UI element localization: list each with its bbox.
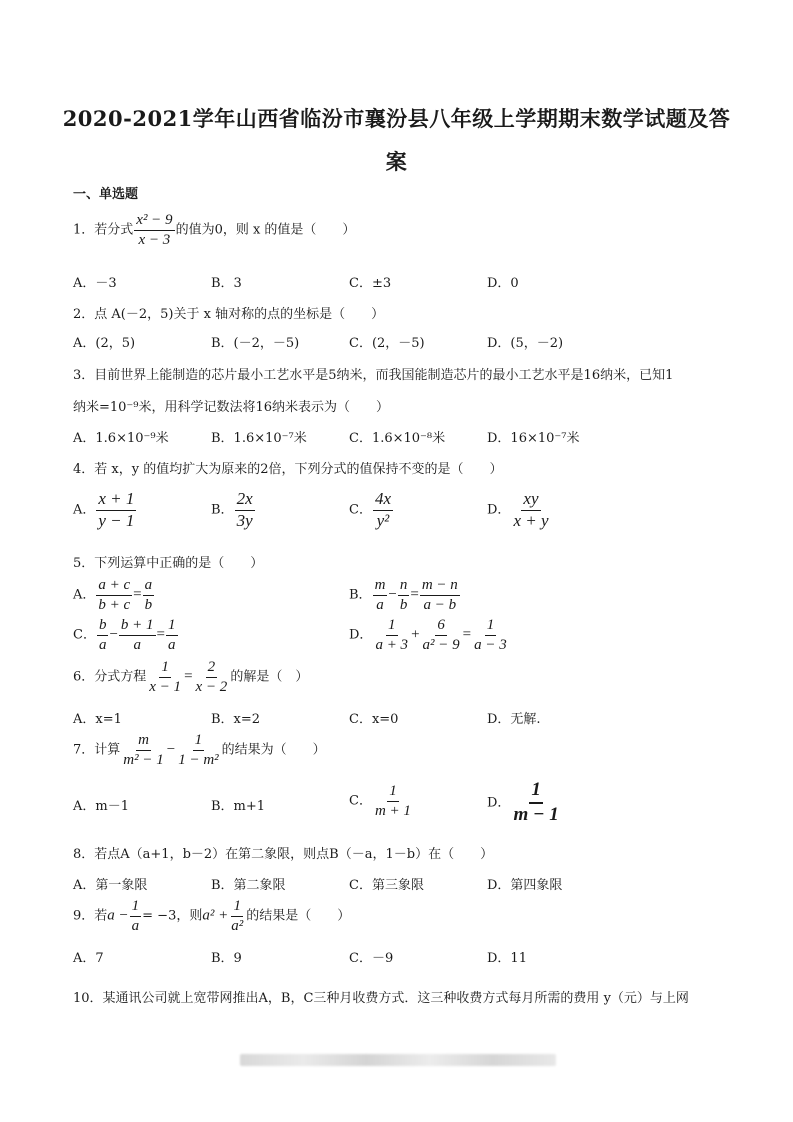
section-heading: 一、单选题 xyxy=(73,187,139,202)
fraction: $\frac{2x}{3y}$ xyxy=(236,489,253,530)
q3-option-c[interactable]: C．1.6×10⁻⁸米 xyxy=(349,431,446,446)
question-5: 5．下列运算中正确的是（ ） xyxy=(73,556,264,571)
q8-option-d[interactable]: D．第四象限 xyxy=(487,878,563,893)
blurred-footer xyxy=(240,1054,556,1066)
q1-option-c[interactable]: C．±3 xyxy=(349,276,392,291)
question-10: 10．某通讯公司就上宽带网推出A，B，C三种月收费方式．这三种收费方式每月所需的费用 y（元）与上网 xyxy=(73,991,689,1006)
question-7: 7．计算 $\frac{m}{\text{m² − 1}}$ − $\frac{1}{\text{1 − m²}}$ 的结果为（ ） xyxy=(73,732,326,768)
q9-option-a[interactable]: A．7 xyxy=(73,951,104,966)
q5-option-a[interactable]: A． $\frac{a + c}{b + c}$ = $\frac{a}{b}$ xyxy=(73,577,153,613)
q7-option-a[interactable]: A．m－1 xyxy=(73,799,129,814)
question-8: 8．若点A（a+1，b－2）在第二象限，则点B（－a，1－b）在（ ） xyxy=(73,847,494,862)
q9-option-d[interactable]: D．11 xyxy=(487,951,527,966)
q2-option-b[interactable]: B．(－2，－5) xyxy=(211,336,300,351)
page-title-continued: 案 xyxy=(385,149,408,174)
q9-option-c[interactable]: C．－9 xyxy=(349,951,394,966)
q8-option-b[interactable]: B．第二象限 xyxy=(211,878,286,893)
q8-option-a[interactable]: A．第一象限 xyxy=(73,878,148,893)
fraction: $\frac{\text{x² − 9}}{x - 3}$ xyxy=(136,212,173,248)
q7-option-d[interactable]: D． $\frac{1}{m - 1}$ xyxy=(487,779,559,825)
q1-option-a[interactable]: A．－3 xyxy=(73,276,117,291)
q6-option-b[interactable]: B．x=2 xyxy=(211,712,261,727)
fraction: $\frac{4x}{\text{y²}}$ xyxy=(374,489,391,530)
question-2: 2．点 A(－2，5)关于 x 轴对称的点的坐标是（ ） xyxy=(73,307,385,322)
q5-option-c[interactable]: C． $\frac{b}{a}$ − $\frac{b + 1}{a}$ = $\frac{1}{a}$ xyxy=(73,617,176,653)
q5-option-b[interactable]: B． $\frac{m}{a}$ − $\frac{n}{b}$ = $\frac{m - n}{a - b}$ xyxy=(349,577,458,613)
q4-option-d[interactable]: D． $\frac{xy}{x + y}$ xyxy=(487,489,549,530)
q4-option-b[interactable]: B． $\frac{2x}{3y}$ xyxy=(211,489,253,530)
q2-option-c[interactable]: C．(2，－5) xyxy=(349,336,425,351)
q3-option-a[interactable]: A．1.6×10⁻⁹米 xyxy=(73,431,169,446)
q1-option-d[interactable]: D．0 xyxy=(487,276,519,291)
q7-option-b[interactable]: B．m+1 xyxy=(211,799,266,814)
question-6: 6．分式方程 $\frac{1}{x - 1}$ = $\frac{2}{x - 2}$ 的解是（ ） xyxy=(73,659,309,695)
q1-option-b[interactable]: B．3 xyxy=(211,276,242,291)
q4-option-a[interactable]: A． $\frac{x + 1}{y - 1}$ xyxy=(73,489,135,530)
page-title: 2020-2021学年山西省临汾市襄汾县八年级上学期期末数学试题及答 xyxy=(62,106,731,131)
q2-option-d[interactable]: D．(5，－2) xyxy=(487,336,564,351)
fraction: $\frac{x + 1}{y - 1}$ xyxy=(98,489,135,530)
fraction: $\frac{xy}{x + y}$ xyxy=(513,489,549,530)
q3-option-d[interactable]: D．16×10⁻⁷米 xyxy=(487,431,580,446)
q4-option-c[interactable]: C． $\frac{4x}{\text{y²}}$ xyxy=(349,489,391,530)
q7-option-c[interactable]: C． $\frac{1}{m + 1}$ xyxy=(349,783,411,819)
q3-option-b[interactable]: B．1.6×10⁻⁷米 xyxy=(211,431,307,446)
question-9: 9．若a − $\frac{1}{a}$ = −3，则a² + $\frac{1}{\text{a²}}$ 的结果是（ ） xyxy=(73,898,351,934)
question-1: 1．若分式 $\frac{\text{x² − 9}}{x - 3}$ 的值为0，则 x 的值是（ ） xyxy=(73,212,356,248)
q6-option-c[interactable]: C．x=0 xyxy=(349,712,399,727)
q6-option-d[interactable]: D．无解. xyxy=(487,712,541,727)
question-3-line-1: 3．目前世界上能制造的芯片最小工艺水平是5纳米，而我国能制造芯片的最小工艺水平是16纳米，已知1 xyxy=(73,368,674,383)
question-3-line-2: 纳米=10⁻⁹米，用科学记数法将16纳米表示为（ ） xyxy=(73,400,390,415)
q8-option-c[interactable]: C．第三象限 xyxy=(349,878,424,893)
q9-option-b[interactable]: B．9 xyxy=(211,951,242,966)
q2-option-a[interactable]: A．(2，5) xyxy=(73,336,136,351)
q6-option-a[interactable]: A．x=1 xyxy=(73,712,122,727)
question-4: 4．若 x，y 的值均扩大为原来的2倍，下列分式的值保持不变的是（ ） xyxy=(73,462,503,477)
q5-option-d[interactable]: D． $\frac{1}{a + 3}$ + $\frac{6}{\text{a² − 9}}$ = $\frac{1}{a - 3}$ xyxy=(349,617,507,653)
